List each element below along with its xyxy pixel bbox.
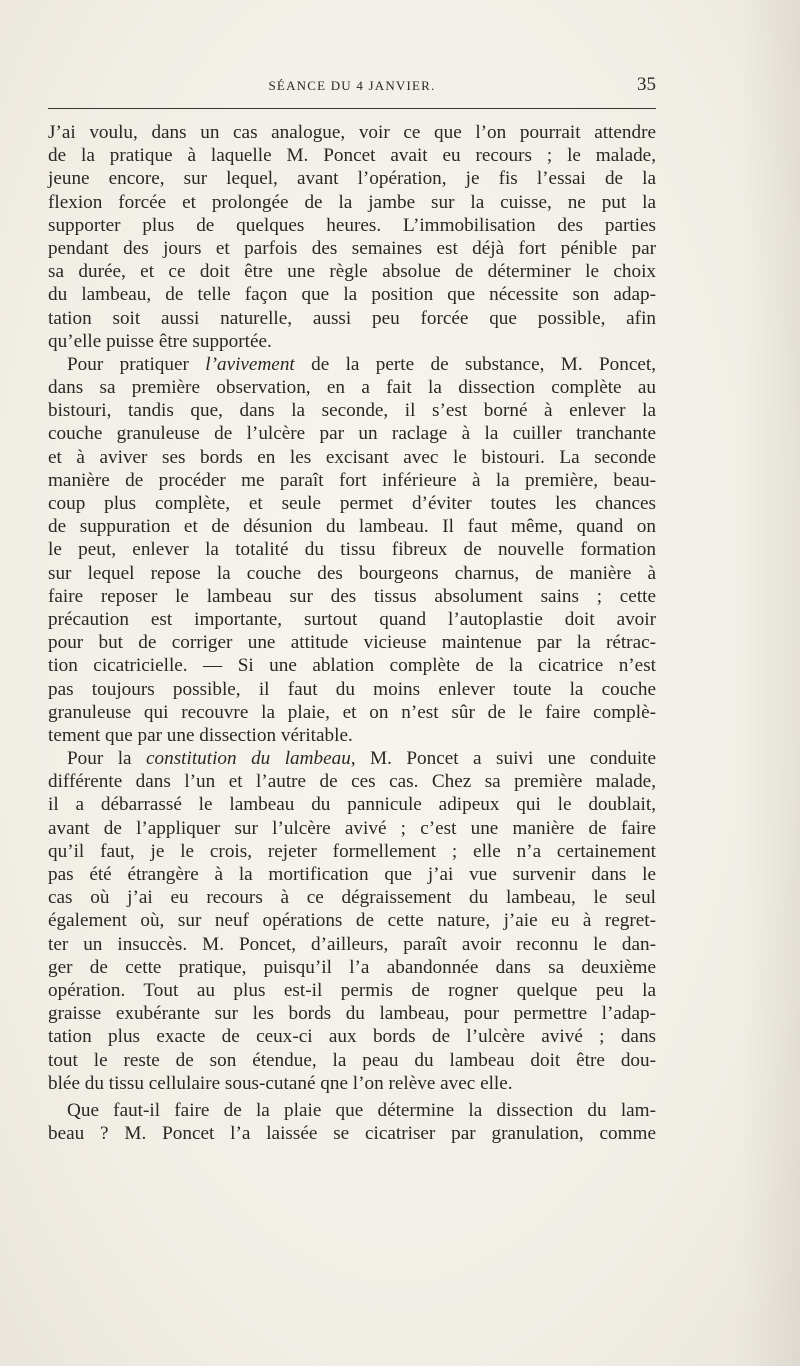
text-line: ter un insuccès. M. Poncet, d’ailleurs, paraît avoir reconnu le dan-	[48, 933, 656, 955]
text-line: il a débarrassé le lambeau du pannicule adipeux qui le doublait,	[48, 794, 656, 816]
text-line: qu’elle puisse être supportée.	[48, 330, 272, 352]
text-line: tement que par une dissection véritable.	[48, 724, 353, 746]
page-header	[48, 74, 656, 104]
text-line: manière de procéder me paraît fort inférieure à la première, beau-	[48, 469, 656, 491]
text-line: pas toujours possible, il faut du moins enlever toute la couche	[48, 678, 656, 700]
text-line: pour but de corriger une attitude vicieuse maintenue par la rétrac-	[48, 632, 656, 654]
text-run: de la perte de substance, M. Poncet,	[294, 353, 656, 375]
text-line: qu’il faut, je le crois, rejeter formellement ; elle n’a certainement	[48, 840, 656, 862]
text-line: graisse exubérante sur les bords du lambeau, pour permettre l’adap-	[48, 1003, 656, 1025]
text-line: cas où j’ai eu recours à ce dégraissement du lambeau, le seul	[48, 887, 656, 909]
text-line: du lambeau, de telle façon que la position que nécessite son adap-	[48, 284, 656, 306]
text-line: précaution est importante, surtout quand l’autoplastie doit avoir	[48, 608, 656, 630]
running-head: SÉANCE DU 4 JANVIER.	[268, 78, 436, 93]
text-line: de la pratique à laquelle M. Poncet avait eu recours ; le malade,	[48, 145, 656, 167]
text-line: tation plus exacte de ceux-ci aux bords de l’ulcère avivé ; dans	[48, 1026, 656, 1048]
text-line: supporter plus de quelques heures. L’immobilisation des parties	[48, 214, 656, 236]
text-line: faire reposer le lambeau sur des tissus absolument sains ; cette	[48, 585, 656, 607]
text-line: sur lequel repose la couche des bourgeons charnus, de manière à	[48, 562, 656, 584]
text-line: de suppuration et de désunion du lambeau. Il faut même, quand on	[48, 516, 656, 538]
text-line: jeune encore, sur lequel, avant l’opération, je fis l’essai de la	[48, 168, 656, 190]
text-run: Pour pratiquer	[67, 353, 206, 375]
text-line: différente dans l’un et l’autre de ces cas. Chez sa première malade,	[48, 771, 656, 793]
text-line: J’ai voulu, dans un cas analogue, voir ce que l’on pourrait attendre	[48, 122, 656, 143]
text-line: également où, sur neuf opérations de cette nature, j’aie eu à regret-	[48, 910, 656, 932]
text-line: beau ? M. Poncet l’a laissée se cicatriser par granulation, comme	[48, 1123, 656, 1145]
text-line: ger de cette pratique, puisqu’il l’a abandonnée dans sa deuxième	[48, 956, 656, 978]
text-line: dans sa première observation, en a fait la dissection complète au	[48, 377, 656, 399]
text-line: opération. Tout au plus est-il permis de rogner quelque peu la	[48, 979, 656, 1001]
paragraph-4	[48, 1099, 656, 1145]
text-line: bistouri, tandis que, dans la seconde, il s’est borné à enlever la	[48, 400, 656, 422]
text-line: tation soit aussi naturelle, aussi peu forcée que possible, afin	[48, 307, 656, 329]
text-line: couche granuleuse de l’ulcère par un raclage à la cuiller tranchante	[48, 423, 656, 445]
page-number: 35	[637, 74, 656, 95]
text-line: pendant des jours et parfois des semaines est déjà fort pénible par	[48, 237, 656, 259]
text-run: M. Poncet a suivi une conduite	[355, 748, 656, 770]
text-run: Pour la	[67, 748, 147, 770]
text-line: tout le reste de son étendue, la peau du lambeau doit être dou-	[48, 1049, 656, 1071]
paragraph-1	[48, 121, 656, 353]
body-text	[48, 121, 656, 1145]
text-line: flexion forcée et prolongée de la jambe sur la cuisse, ne put la	[48, 191, 656, 213]
paragraph-3	[48, 747, 656, 1095]
italic-term: l’avivement	[205, 353, 295, 375]
text-line: coup plus complète, et seule permet d’éviter toutes les chances	[48, 493, 656, 514]
paragraph-2	[48, 353, 656, 747]
text-line: le peut, enlever la totalité du tissu fibreux de nouvelle formation	[48, 539, 656, 561]
text-line-first: Que faut-il faire de la plaie que détermine la dissection du lam-	[67, 1099, 656, 1121]
text-line-first	[48, 747, 656, 770]
text-line: pas été étrangère à la mortification que j’ai vue survenir dans le	[48, 864, 656, 885]
text-line: granuleuse qui recouvre la plaie, et on n’est sûr de le faire complè-	[48, 701, 656, 723]
italic-term: constitution du lambeau,	[146, 748, 356, 770]
text-line: sa durée, et ce doit être une règle absolue de déterminer le choix	[48, 261, 656, 283]
text-line: blée du tissu cellulaire sous-cutané qne l’on relève avec elle.	[48, 1072, 513, 1094]
text-line: et à aviver ses bords en les excisant avec le bistouri. La seconde	[48, 446, 656, 468]
text-line-first	[48, 353, 656, 376]
page-edge-shading	[740, 0, 800, 1366]
header-rule	[48, 108, 656, 109]
text-line: avant de l’appliquer sur l’ulcère avivé ; c’est une manière de faire	[48, 817, 656, 839]
text-line: tion cicatricielle. — Si une ablation complète de la cicatrice n’est	[48, 655, 656, 677]
